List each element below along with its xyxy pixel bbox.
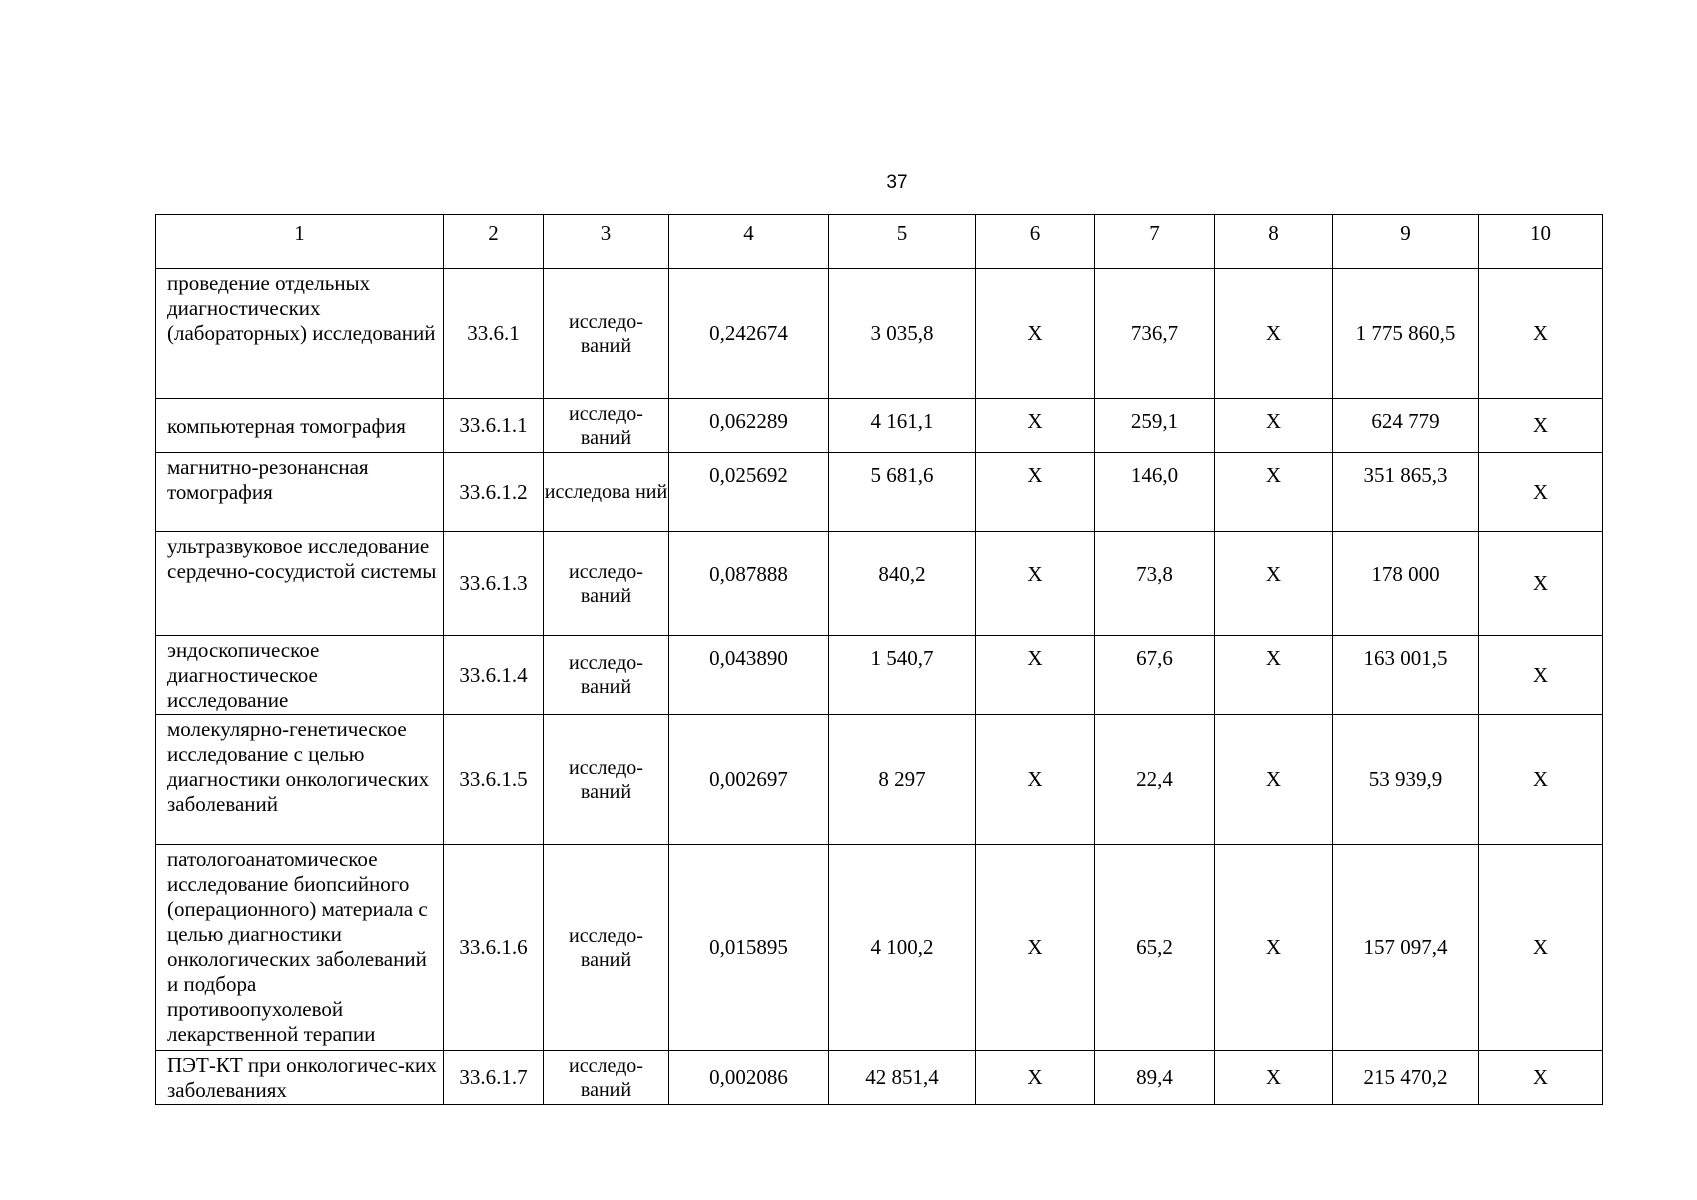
row-code: 33.6.1.2 [444,453,544,532]
row-cell-6: X [976,532,1095,636]
row-cell-4: 0,087888 [669,532,829,636]
row-cell-7: 73,8 [1095,532,1215,636]
page-number: 37 [886,172,908,193]
data-table [155,214,1603,1105]
row-unit: исследо-ваний [544,532,669,636]
table-row [156,636,1603,715]
row-cell-9: 351 865,3 [1333,453,1479,532]
row-name: компьютерная томография [156,399,444,453]
row-unit: исследо-ваний [544,399,669,453]
row-cell-9: 178 000 [1333,532,1479,636]
row-cell-4: 0,242674 [669,269,829,399]
row-cell-6: X [976,453,1095,532]
row-name: эндоскопическое диагностическое исследование [156,636,444,715]
row-name: патологоанатомическое исследование биопсийного (операционного) материала с целью диагностики онкологических заболеваний и подбора противоопухолевой лекарственной терапии [156,845,444,1051]
header-cell: 6 [976,215,1095,269]
row-cell-5: 3 035,8 [829,269,976,399]
table-row [156,1051,1603,1105]
row-cell-8: X [1215,1051,1333,1105]
row-code: 33.6.1.7 [444,1051,544,1105]
row-cell-7: 146,0 [1095,453,1215,532]
row-name: ультразвуковое исследование сердечно-сосудистой системы [156,532,444,636]
header-cell: 2 [444,215,544,269]
row-code: 33.6.1.3 [444,532,544,636]
header-cell: 1 [156,215,444,269]
table-row [156,532,1603,636]
header-cell: 8 [1215,215,1333,269]
row-cell-7: 65,2 [1095,845,1215,1051]
row-unit: исследо-ваний [544,636,669,715]
row-cell-8: X [1215,399,1333,453]
row-name: молекулярно-генетическое исследование с целью диагностики онкологических заболеваний [156,715,444,845]
row-cell-4: 0,002086 [669,1051,829,1105]
row-cell-6: X [976,1051,1095,1105]
row-cell-6: X [976,399,1095,453]
row-name: ПЭТ-КТ при онкологичес-ких заболеваниях [156,1051,444,1105]
row-cell-10: X [1479,453,1603,532]
row-code: 33.6.1.4 [444,636,544,715]
row-cell-10: X [1479,715,1603,845]
row-cell-8: X [1215,453,1333,532]
row-code: 33.6.1.1 [444,399,544,453]
row-cell-8: X [1215,636,1333,715]
header-cell: 3 [544,215,669,269]
row-cell-4: 0,025692 [669,453,829,532]
row-cell-8: X [1215,715,1333,845]
row-cell-9: 163 001,5 [1333,636,1479,715]
row-cell-6: X [976,845,1095,1051]
row-cell-4: 0,062289 [669,399,829,453]
row-cell-5: 840,2 [829,532,976,636]
row-unit: исследо-ваний [544,715,669,845]
row-cell-7: 67,6 [1095,636,1215,715]
row-unit: исследо-ваний [544,269,669,399]
header-cell: 9 [1333,215,1479,269]
row-cell-10: X [1479,532,1603,636]
row-cell-7: 259,1 [1095,399,1215,453]
row-cell-10: X [1479,399,1603,453]
table-row [156,269,1603,399]
row-name: проведение отдельных диагностических (лабораторных) исследований [156,269,444,399]
row-cell-9: 53 939,9 [1333,715,1479,845]
row-code: 33.6.1.5 [444,715,544,845]
row-cell-6: X [976,269,1095,399]
row-cell-10: X [1479,845,1603,1051]
row-unit: исследова ний [544,453,669,532]
row-cell-10: X [1479,1051,1603,1105]
row-cell-9: 624 779 [1333,399,1479,453]
row-code: 33.6.1 [444,269,544,399]
row-cell-8: X [1215,269,1333,399]
row-cell-10: X [1479,636,1603,715]
row-cell-7: 89,4 [1095,1051,1215,1105]
header-cell: 4 [669,215,829,269]
row-name: магнитно-резонансная томография [156,453,444,532]
row-cell-8: X [1215,845,1333,1051]
header-row [156,215,1603,269]
row-cell-9: 215 470,2 [1333,1051,1479,1105]
row-cell-5: 8 297 [829,715,976,845]
row-cell-6: X [976,715,1095,845]
table-row [156,453,1603,532]
table-row [156,845,1603,1051]
table-row [156,399,1603,453]
row-cell-4: 0,043890 [669,636,829,715]
row-cell-9: 1 775 860,5 [1333,269,1479,399]
row-code: 33.6.1.6 [444,845,544,1051]
row-unit: исследо-ваний [544,1051,669,1105]
row-unit: исследо-ваний [544,845,669,1051]
row-cell-5: 42 851,4 [829,1051,976,1105]
header-cell: 5 [829,215,976,269]
header-cell: 10 [1479,215,1603,269]
row-cell-7: 22,4 [1095,715,1215,845]
row-cell-5: 5 681,6 [829,453,976,532]
header-cell: 7 [1095,215,1215,269]
row-cell-4: 0,015895 [669,845,829,1051]
row-cell-5: 4 161,1 [829,399,976,453]
row-cell-4: 0,002697 [669,715,829,845]
row-cell-6: X [976,636,1095,715]
row-cell-7: 736,7 [1095,269,1215,399]
row-cell-8: X [1215,532,1333,636]
row-cell-9: 157 097,4 [1333,845,1479,1051]
table-row [156,715,1603,845]
row-cell-5: 1 540,7 [829,636,976,715]
row-cell-10: X [1479,269,1603,399]
row-cell-5: 4 100,2 [829,845,976,1051]
